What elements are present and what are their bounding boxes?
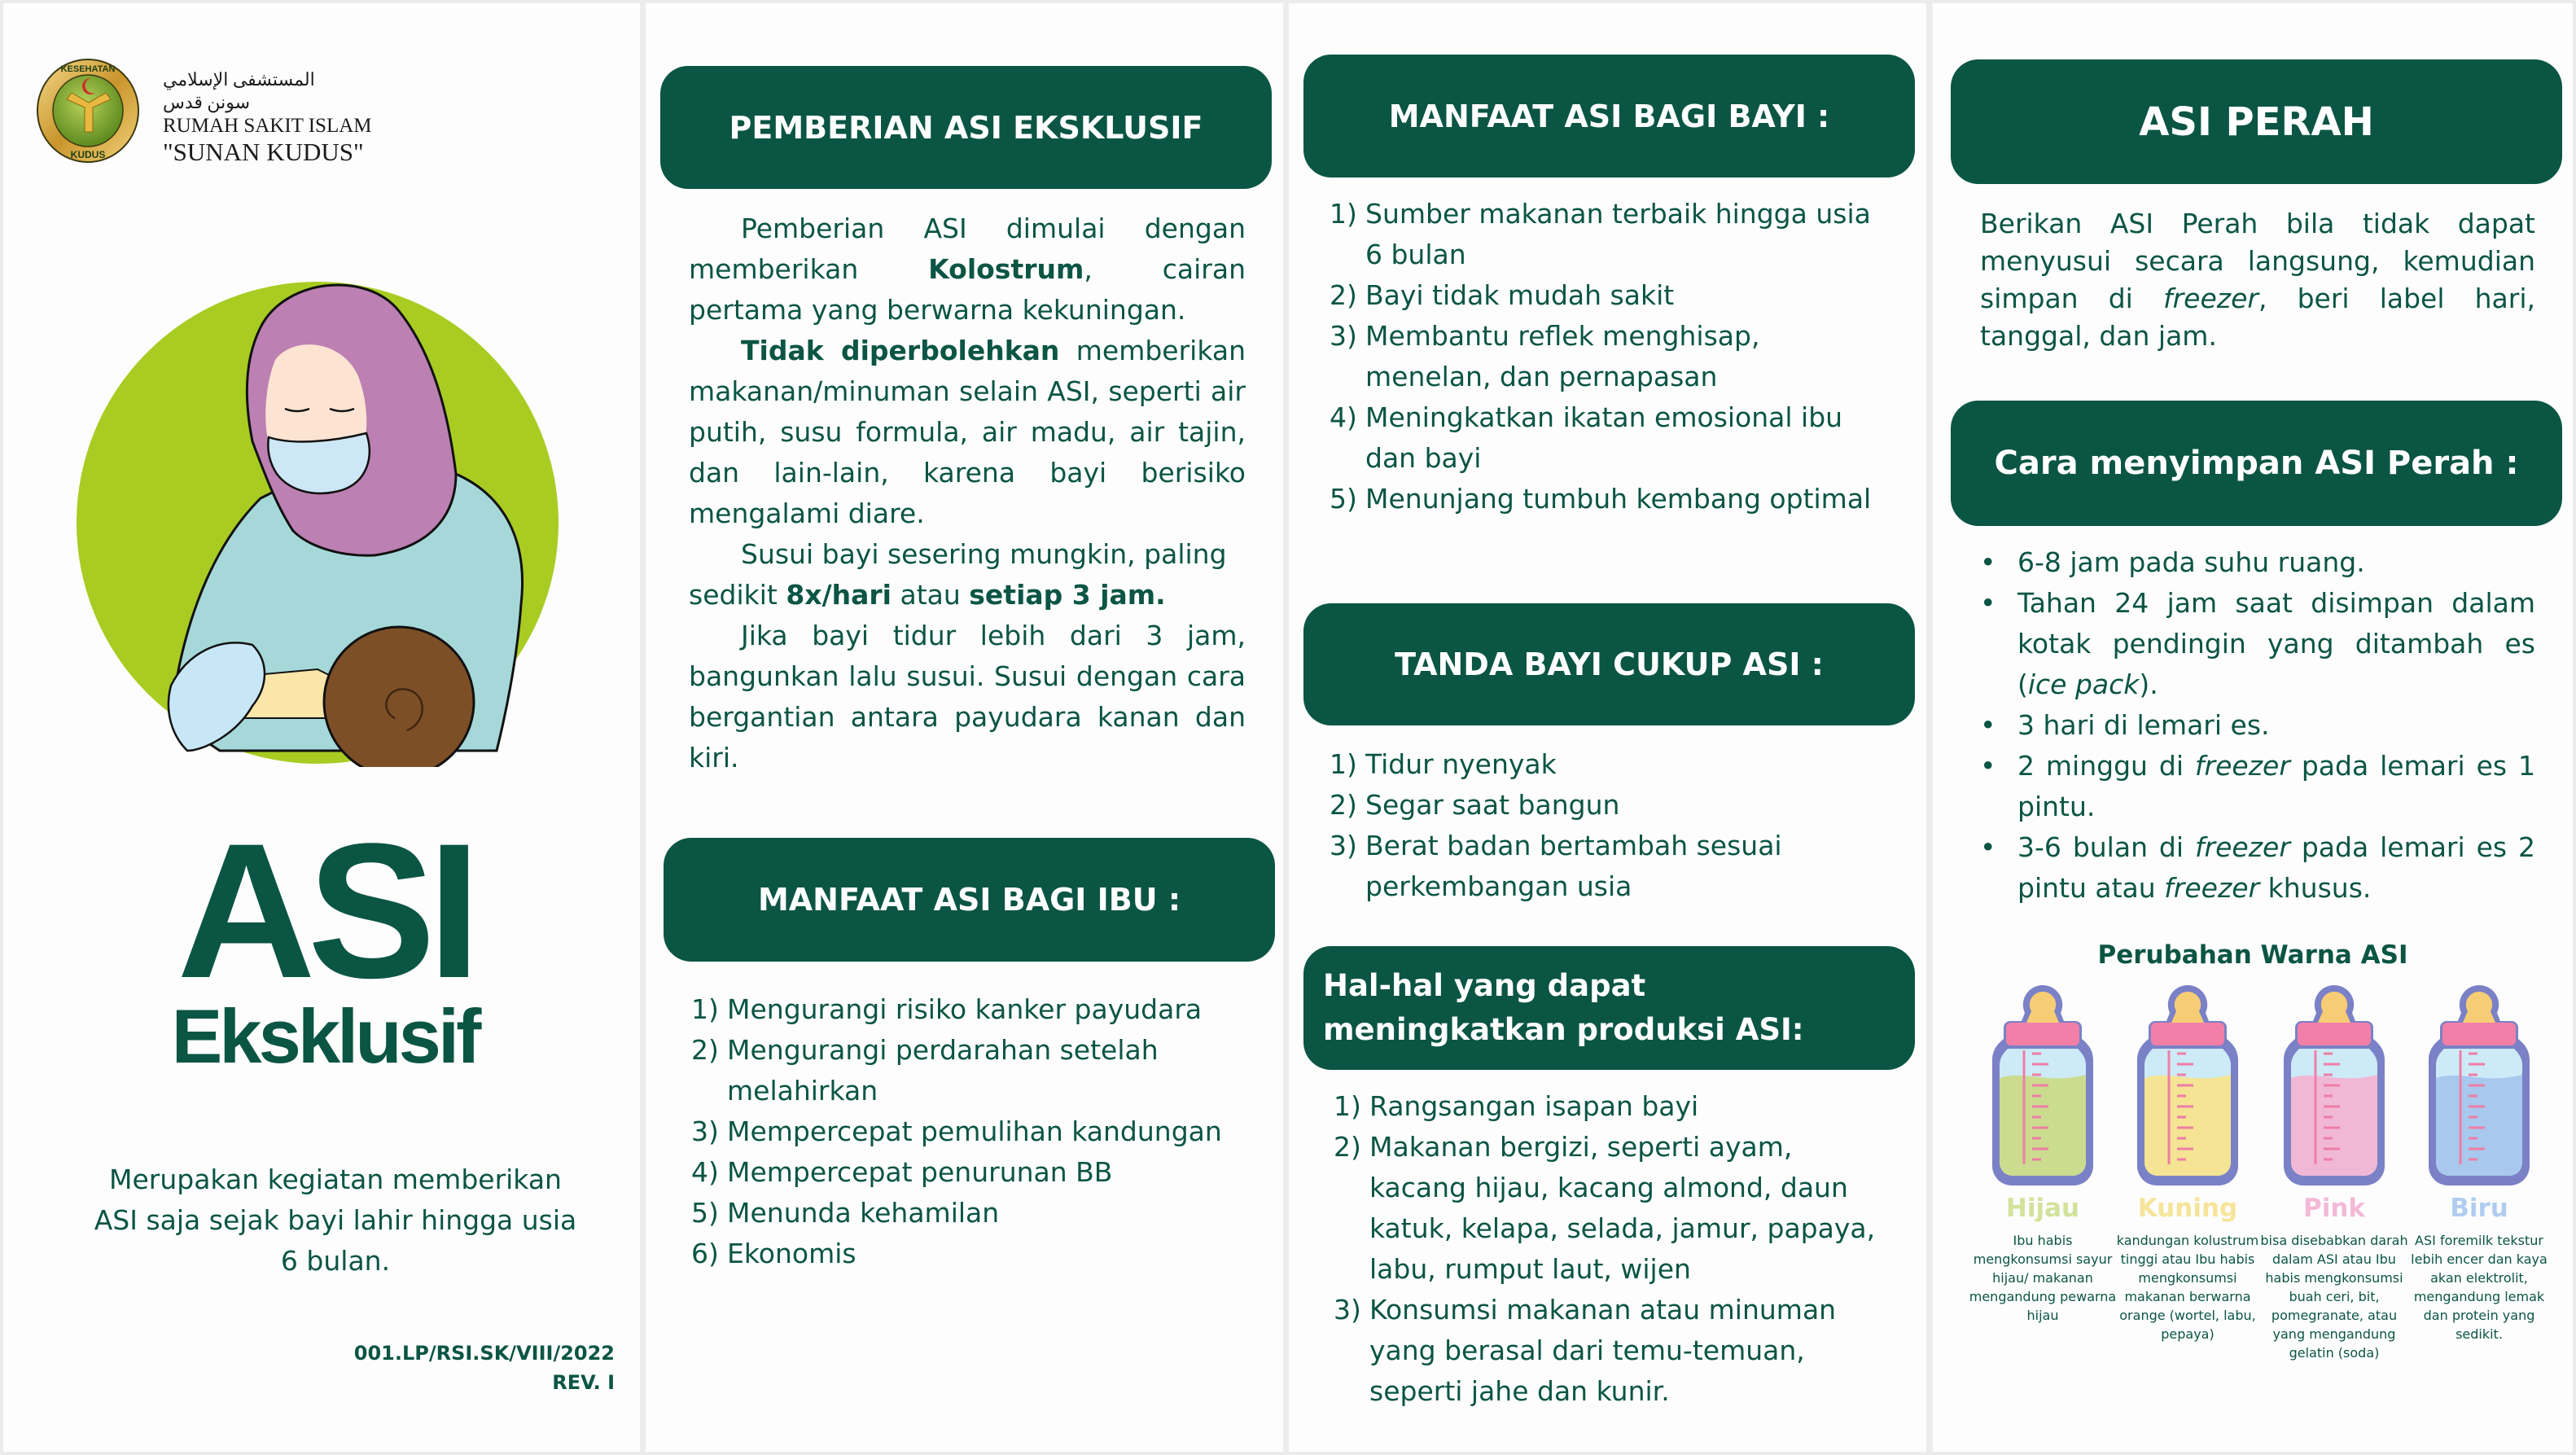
produksi-asi-list [1334, 1086, 1895, 1412]
baby-bottle-icon [2281, 980, 2387, 1194]
panel-asi-perah [1933, 3, 2573, 1452]
bottle-label: Kuning [2137, 1194, 2238, 1223]
list-item: 3) Mempercepat pemulihan kandungan [691, 1115, 1222, 1147]
bottle-description: Ibu habis mengkonsumsi sayur hijau/ makanan mengandung pewarna hijau [1969, 1233, 2117, 1323]
list-item: 1) Mengurangi risiko kanker payudara [691, 993, 1203, 1025]
paragraph-tidak-diperbolehkan: Tidak diperbolehkan memberikan makanan/minuman selain ASI, seperti air putih, susu formula, air madu, air tajin, dan lain-lain, karena bayi berisiko mengalami diare. [689, 335, 1246, 529]
list-item: 1) Tidur nyenyak [1330, 748, 1557, 780]
doc-revision: REV. I [552, 1371, 615, 1394]
section-title: MANFAAT ASI BAGI BAYI : [1388, 98, 1830, 134]
list-item: 3) Membantu reflek menghisap, menelan, dan pernapasan [1330, 320, 1760, 392]
list-item: 5) Menunjang tumbuh kembang optimal [1330, 483, 1872, 515]
baby-bottle-icon [2135, 980, 2241, 1194]
section-header-asi-perah [1951, 59, 2562, 184]
list-item: 6) Ekonomis [691, 1238, 856, 1269]
section-title: MANFAAT ASI BAGI IBU : [757, 882, 1181, 918]
color-chart-title: Perubahan Warna ASI [2097, 940, 2408, 970]
list-item: 1) Sumber makanan terbaik hingga usia 6 bulan [1330, 198, 1871, 270]
list-item: 3) Konsumsi makanan atau minuman yang berasal dari temu-temuan, seperti jahe dan kunir. [1334, 1294, 1837, 1407]
bottle-description: kandungan kolustrum tinggi atau Ibu habis mengkonsumsi makanan berwarna orange (wortel, labu, pepaya) [2116, 1233, 2259, 1342]
section-header-cara-menyimpan [1951, 401, 2562, 526]
hospital-logo [34, 57, 181, 164]
section-title: PEMBERIAN ASI EKSKLUSIF [729, 109, 1203, 146]
list-item: 4) Meningkatkan ikatan emosional ibu dan bayi [1330, 401, 1843, 474]
breastfeeding-illustration [73, 262, 578, 767]
list-item: • 6-8 jam pada suhu ruang. [1980, 546, 2365, 578]
bottle-label: Pink [2302, 1194, 2366, 1223]
manfaat-ibu-list [691, 989, 1245, 1274]
paragraph-susui-sesering: Susui bayi sesering mungkin, paling sedikit 8x/hari atau setiap 3 jam. [689, 538, 1227, 611]
hospital-name-block [163, 68, 407, 166]
bottle-label: Hijau [2005, 1194, 2080, 1223]
section-header-tanda-cukup-asi [1303, 603, 1915, 725]
section-title: ASI PERAH [2139, 99, 2374, 145]
list-item: 2) Segar saat bangun [1330, 789, 1620, 821]
bottle-hijau [1965, 980, 2120, 1325]
list-item: 1) Rangsangan isapan bayi [1334, 1090, 1699, 1122]
bottle-description: bisa disebabkan darah dalam ASI atau Ibu habis mengkonsumsi buah ceri, bit, pomegranate, atau yang mengandung gelatin (soda) [2260, 1233, 2408, 1361]
section-title: Cara menyimpan ASI Perah : [1994, 445, 2519, 482]
list-item: 4) Mempercepat penurunan BB [691, 1156, 1113, 1188]
mother-baby-illustration-icon [73, 262, 578, 767]
doc-code: 001.LP/RSI.SK/VIII/2022 [353, 1342, 615, 1365]
paragraph-bangunkan: Jika bayi tidur lebih dari 3 jam, bangunkan lalu susui. Susui dengan cara bergantian antara payudara kanan dan kiri. [689, 620, 1246, 774]
hospital-arabic-name: المستشفى الإسلامي سونن قدس [163, 69, 315, 112]
list-item: • 3 hari di lemari es. [1980, 709, 2270, 741]
svg-text:KESEHATAN: KESEHATAN [60, 64, 116, 74]
section-title: Hal-hal yang dapat meningkatkan produksi ASI: [1323, 968, 1804, 1047]
section-title: TANDA BAYI CUKUP ASI : [1395, 646, 1824, 682]
list-item: 2) Mengurangi perdarahan setelah melahirkan [691, 1034, 1159, 1107]
list-item: 2) Bayi tidak mudah sakit [1330, 279, 1675, 311]
hospital-name-line2: "SUNAN KUDUS" [163, 138, 364, 166]
pemberian-asi-text [689, 208, 1246, 778]
cover-title-eksklusif: Eksklusif [171, 993, 479, 1079]
bottle-pink [2257, 980, 2412, 1362]
list-item: • Tahan 24 jam saat disimpan dalam kotak pendingin yang ditambah es (ice pack). [1980, 587, 2535, 700]
baby-bottle-icon [2426, 980, 2532, 1194]
list-item: • 3-6 bulan di freezer pada lemari es 2 pintu atau freezer khusus. [1980, 831, 2535, 904]
bottle-kuning [2110, 980, 2265, 1343]
panel-manfaat-bayi [1289, 3, 1926, 1452]
bottle-biru [2402, 980, 2556, 1343]
section-header-produksi-asi [1303, 946, 1915, 1070]
list-item: • 2 minggu di freezer pada lemari es 1 pintu. [1980, 750, 2535, 822]
cover-title-asi: ASI [177, 804, 473, 1019]
section-header-manfaat-ibu [664, 838, 1275, 962]
baby-bottle-icon [1990, 980, 2096, 1194]
section-header-pemberian-asi [660, 66, 1272, 189]
bottle-label: Biru [2450, 1194, 2508, 1223]
logo-emblem-icon [34, 57, 181, 164]
cara-menyimpan-list [1980, 542, 2535, 909]
asi-perah-paragraph: Berikan ASI Perah bila tidak dapat menyusui secara langsung, kemudian simpan di freezer, beri label hari, tanggal, dan jam. [1980, 208, 2535, 352]
cover-description: Merupakan kegiatan memberikan ASI saja sejak bayi lahir hingga usia 6 bulan. [94, 1164, 577, 1277]
cover-title [142, 804, 508, 1079]
panel-pemberian-asi [646, 3, 1283, 1452]
section-header-manfaat-bayi [1303, 55, 1915, 177]
bottle-description: ASI foremilk tekstur lebih encer dan kaya akan elektrolit, mengandung lemak dan protein yang sedikit. [2411, 1233, 2548, 1342]
paragraph-kolostrum: Pemberian ASI dimulai dengan memberikan Kolostrum, cairan pertama yang berwarna kekuningan. [689, 213, 1246, 326]
list-item: 5) Menunda kehamilan [691, 1197, 1000, 1229]
manfaat-bayi-list [1330, 194, 1891, 519]
cover-panel [3, 3, 640, 1452]
list-item: 2) Makanan bergizi, seperti ayam, kacang hijau, kacang almond, daun katuk, kelapa, selada, jamur, papaya, labu, rumput laut, wijen [1334, 1131, 1876, 1285]
svg-text:KUDUS: KUDUS [70, 149, 106, 160]
hospital-name-line1: RUMAH SAKIT ISLAM [163, 115, 372, 137]
list-item: 3) Berat badan bertambah sesuai perkembangan usia [1330, 830, 1782, 902]
tanda-cukup-asi-list [1330, 744, 1891, 907]
